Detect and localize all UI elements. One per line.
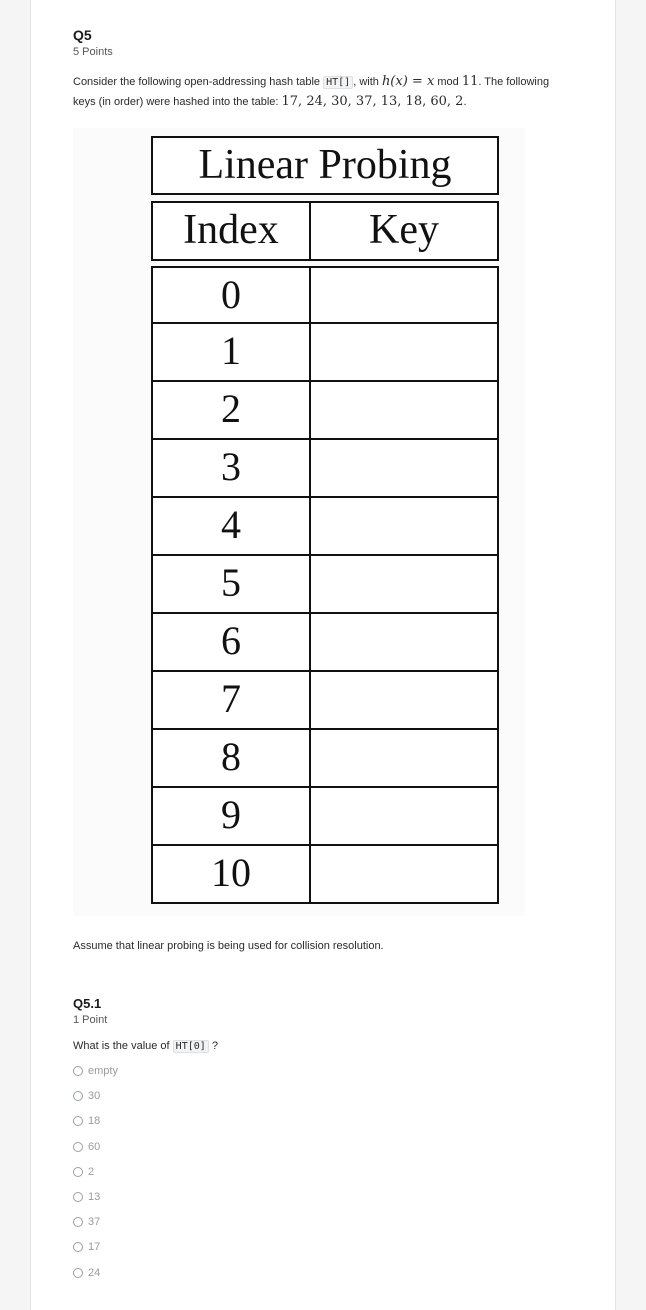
index-cell: 3 (221, 444, 241, 489)
answer-option[interactable] (73, 1088, 118, 1113)
answer-option[interactable] (73, 1239, 118, 1264)
answer-option[interactable] (73, 1164, 118, 1189)
prompt-text: Consider the following open-addressing hash table (73, 76, 324, 88)
answer-option[interactable] (73, 1113, 118, 1138)
table-row (151, 382, 499, 440)
answer-option[interactable] (73, 1265, 118, 1290)
key-column-header: Key (369, 207, 439, 253)
index-cell: 10 (211, 850, 251, 895)
option-label: 30 (88, 1090, 101, 1103)
answer-option[interactable] (73, 1139, 118, 1164)
subquestion-title: Q5.1 (73, 996, 102, 1011)
hash-table-rows (151, 266, 499, 904)
table-row (151, 556, 499, 614)
code-ht: HT[] (323, 76, 353, 89)
prompt-text: . (463, 96, 467, 108)
subquestion-points: 1 Point (73, 1014, 108, 1026)
table-header (151, 201, 499, 261)
option-label: 60 (88, 1140, 101, 1153)
index-cell: 4 (221, 502, 241, 547)
key-cell (311, 440, 497, 494)
figure-title: Linear Probing (151, 136, 499, 195)
radio-button[interactable] (73, 1167, 83, 1177)
index-cell: 6 (221, 618, 241, 663)
hash-function: h(x) = x (381, 74, 435, 89)
radio-button[interactable] (73, 1217, 83, 1227)
code-ht0: HT[0] (173, 1040, 209, 1053)
key-cell (311, 498, 497, 552)
index-cell: 7 (221, 676, 241, 721)
modulus: 11 (461, 74, 479, 89)
index-column-header: Index (183, 207, 279, 253)
subquestion-text-part: What is the value of (73, 1040, 173, 1052)
table-row (151, 324, 499, 382)
key-cell (311, 382, 497, 436)
table-row (151, 498, 499, 556)
table-row (151, 846, 499, 904)
question-title: Q5 (73, 27, 92, 43)
index-cell: 1 (221, 328, 241, 373)
index-cell: 9 (221, 792, 241, 837)
index-cell: 0 (221, 272, 241, 317)
radio-button[interactable] (73, 1242, 83, 1252)
table-row (151, 614, 499, 672)
radio-button[interactable] (73, 1268, 83, 1278)
key-cell (311, 846, 497, 900)
option-label: 18 (88, 1115, 101, 1128)
key-cell (311, 268, 497, 322)
key-cell (311, 556, 497, 610)
assumption-text: Assume that linear probing is being used for collision resolution. (73, 940, 384, 952)
index-cell: 5 (221, 560, 241, 605)
question-page (30, 0, 616, 1310)
option-label: 2 (88, 1165, 95, 1178)
key-cell (311, 614, 497, 668)
index-cell: 2 (221, 386, 241, 431)
answer-option[interactable] (73, 1063, 118, 1088)
radio-button[interactable] (73, 1066, 83, 1076)
key-sequence: 17, 24, 30, 37, 13, 18, 60, 2 (281, 94, 464, 109)
key-cell (311, 672, 497, 726)
question-prompt (73, 72, 553, 112)
index-cell: 8 (221, 734, 241, 779)
key-cell (311, 788, 497, 842)
key-cell (311, 324, 497, 378)
question-points: 5 Points (73, 46, 113, 58)
radio-button[interactable] (73, 1192, 83, 1202)
table-row (151, 788, 499, 846)
subquestion-text-part: ? (208, 1040, 218, 1052)
radio-button[interactable] (73, 1142, 83, 1152)
table-row (151, 266, 499, 324)
option-label: 17 (88, 1241, 101, 1254)
mod-operator: mod (437, 76, 459, 88)
answer-option[interactable] (73, 1214, 118, 1239)
table-row (151, 730, 499, 788)
radio-button[interactable] (73, 1116, 83, 1126)
prompt-text: , with (353, 76, 382, 88)
option-label: empty (88, 1065, 118, 1077)
option-label: 24 (88, 1266, 101, 1279)
hash-table-figure (73, 128, 525, 916)
table-row (151, 440, 499, 498)
subquestion-text (73, 1040, 218, 1052)
table-row (151, 672, 499, 730)
key-cell (311, 730, 497, 784)
prompt-text: . The following keys (in order) were hashed into the table: (73, 76, 550, 108)
option-label: 37 (88, 1216, 101, 1229)
option-label: 13 (88, 1190, 101, 1203)
answer-option[interactable] (73, 1189, 118, 1214)
answer-options (73, 1063, 118, 1290)
radio-button[interactable] (73, 1091, 83, 1101)
